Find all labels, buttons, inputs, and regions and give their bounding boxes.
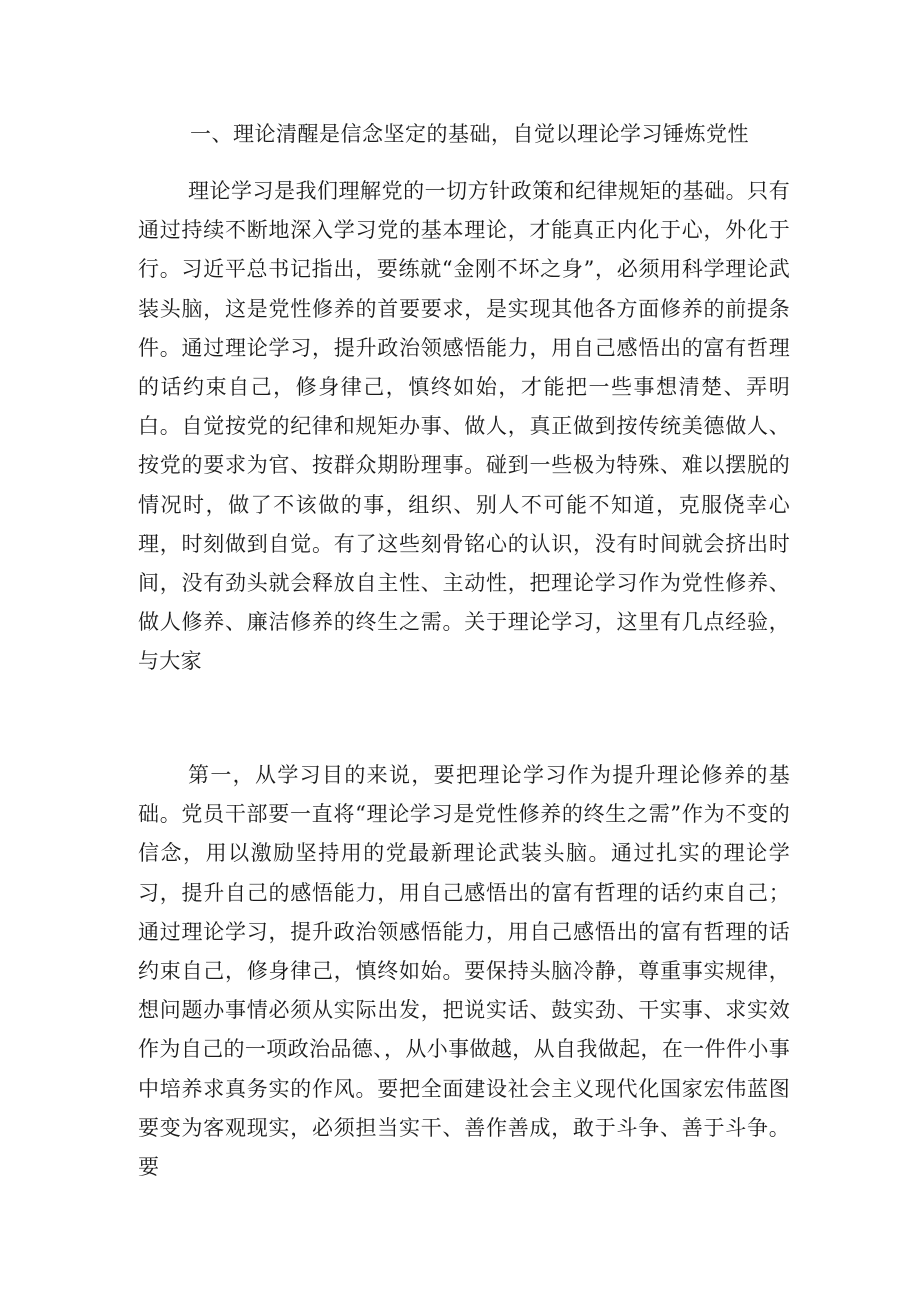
paragraph-1: 理论学习是我们理解党的一切方针政策和纪律规矩的基础。只有通过持续不断地深入学习党的基本理论，才能真正内化于心，外化于行。习近平总书记指出，要练就“金刚不坏之身”，必须用科学理论武装头脑，这是党性修养的首要要求，是实现其他各方面修养的前提条件。通过理论学习，提升政治领感悟能力，用自己感悟出的富有哲理的话约束自己，修身律己，慎终如始，才能把一些事想清楚、弄明白。自觉按党的纪律和规矩办事、做人，真正做到按传统美德做人、按党的要求为官、按群众期盼理事。碰到一些极为特殊、难以摆脱的情况时，做了不该做的事，组织、别人不可能不知道，克服侥幸心理，时刻做到自觉。有了这些刻骨铭心的认识，没有时间就会挤出时间，没有劲头就会释放自主性、主动性，把理论学习作为党性修养、做人修养、廉洁修养的终生之需。关于理论学习，这里有几点经验，与大家 (138, 179, 790, 674)
section-heading: 一、理论清醒是信念坚定的基础，自觉以理论学习锤炼党性 (190, 122, 749, 146)
paragraph-2: 第一，从学习目的来说，要把理论学习作为提升理论修养的基础。党员干部要一直将“理论学习是党性修养的终生之需”作为不变的信念，用以激励坚持用的党最新理论武装头脑。通过扎实的理论学习，提升自己的感悟能力，用自己感悟出的富有哲理的话约束自己；通过理论学习，提升政治领感悟能力，用自己感悟出的富有哲理的话约束自己，修身律己，慎终如始。要保持头脑冷静，尊重事实规律，想问题办事情必须从实际出发，把说实话、鼓实劲、干实事、求实效作为自己的一项政治品德、，从小事做越，从自我做起，在一件件小事中培养求真务实的作风。要把全面建设社会主义现代化国家宏伟蓝图要变为客观现实，必须担当实干、善作善成，敢于斗争、善于斗争。要 (138, 763, 790, 1180)
